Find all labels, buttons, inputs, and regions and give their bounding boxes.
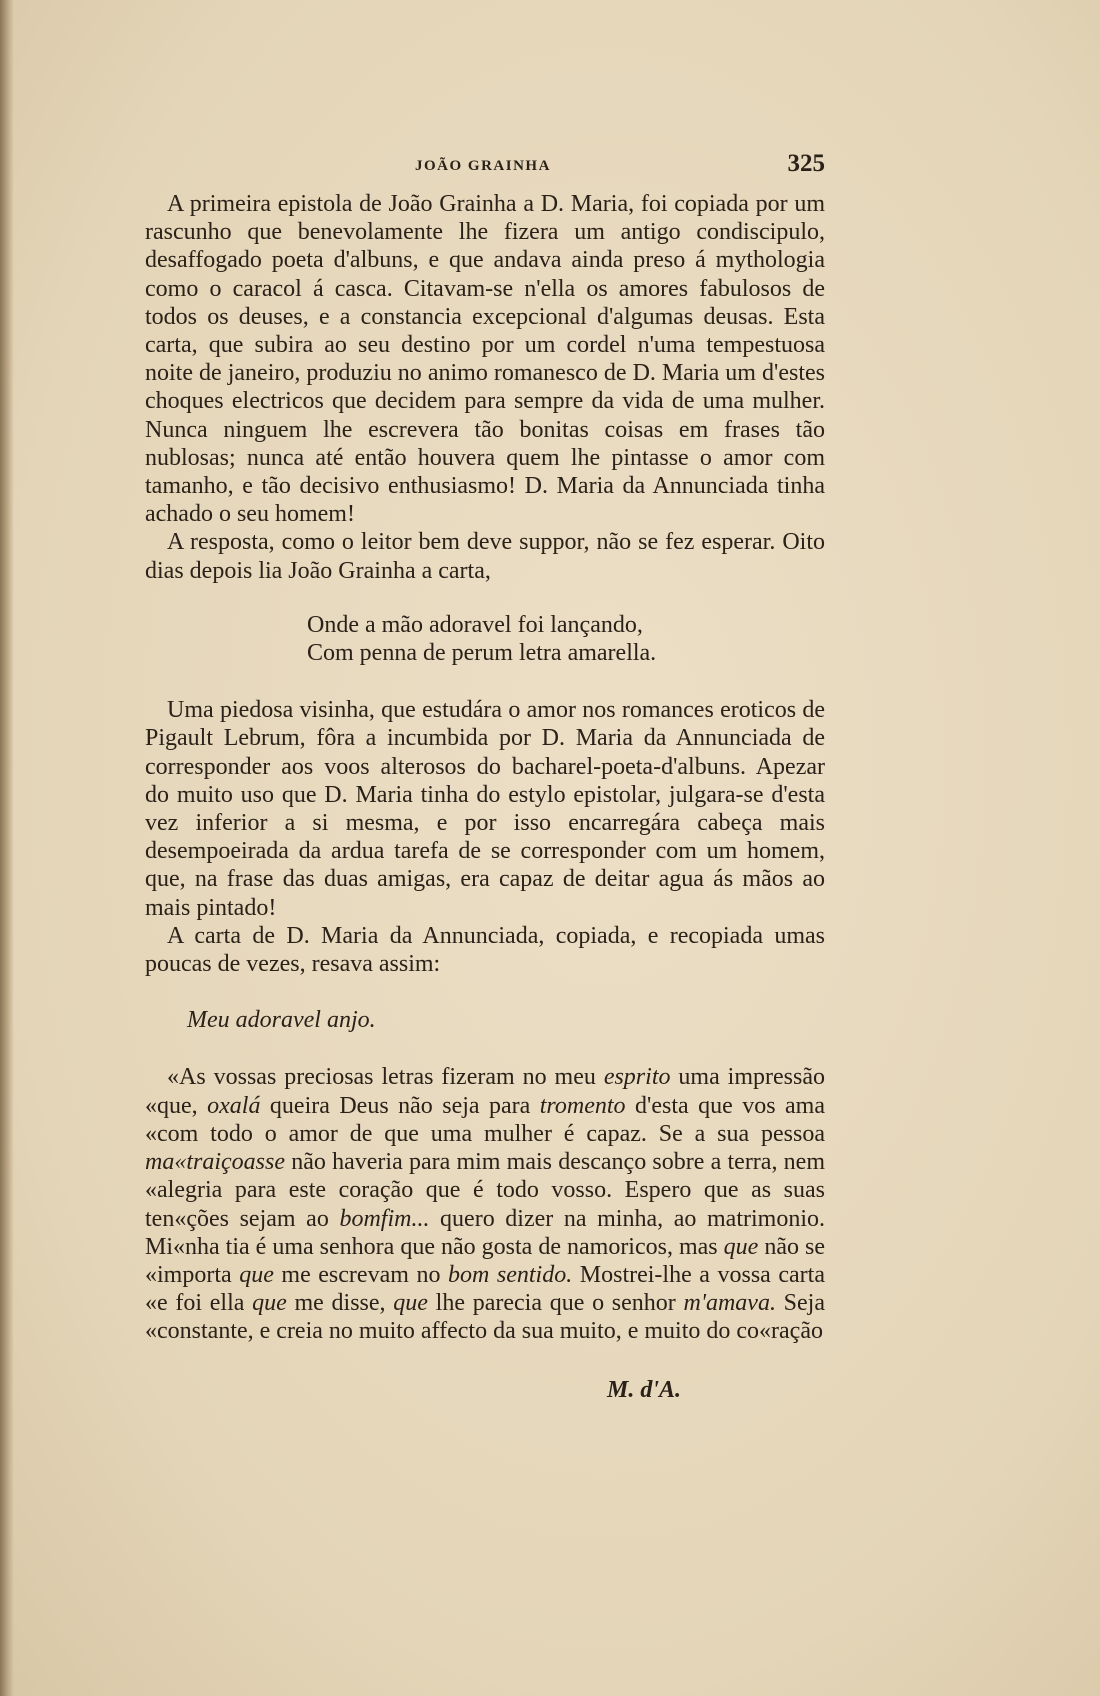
letter-segment: me escrevam no (273, 1261, 448, 1288)
letter-italic-segment: que (723, 1233, 759, 1260)
letter-body (145, 1063, 825, 1345)
letter-italic-segment: ma«traiçoasse (145, 1149, 285, 1176)
letter-salutation: Meu adoravel anjo. (187, 1007, 376, 1034)
letter-segment: «As vossas preciosas letras fizeram no meu (167, 1064, 604, 1091)
verse-line: Com penna de perum letra amarella. (307, 640, 657, 667)
paragraph-neighbour: Uma piedosa visinha, que estudára o amor nos romances eroticos de Pigault Lebrum, fôra a incumbida por D. Maria da Annunciada de corresponder aos voos alterosos do bacharel-poeta-d'albuns. Apezar do muito uso que D. Maria tinha do estylo epistolar, julgara-se d'esta vez inferior a si mesma, e por isso encarregára cabeça mais desempoeirada da ardua tarefa de se corresponder com um homem, que, na frase das duas amigas, era capaz de deitar agua ás mãos ao mais pintado! (145, 697, 825, 921)
letter-italic-segment: esprito (603, 1064, 671, 1091)
letter-segment: Seja «constante, e creia no muito affecto da sua muito, e muito do co«ração (145, 1290, 825, 1345)
letter-segment: Mostrei-lhe a vossa carta «e foi ella (145, 1261, 825, 1317)
letter-italic-segment: que (393, 1290, 428, 1317)
verse-line: Onde a mão adoravel foi lançando, (307, 611, 643, 638)
letter-italic-segment: que (239, 1261, 274, 1288)
running-head: JOÃO GRAINHA (415, 158, 551, 174)
page-binding-edge (0, 0, 14, 1696)
letter-italic-segment: bom sentido. (448, 1261, 573, 1288)
body-text (145, 190, 825, 1404)
letter-signature: M. d'A. (607, 1376, 682, 1403)
letter-italic-segment: m'amava. (683, 1290, 776, 1317)
letter-text (145, 1063, 825, 1345)
letter-segment: uma impressão «que, (145, 1064, 825, 1119)
letter-italic-segment: oxalá (207, 1092, 261, 1119)
letter-segment: queira Deus não seja para (260, 1092, 540, 1119)
letter-segment: d'esta que vos ama «com todo o amor de que uma mulher é capaz. Se a sua pessoa (145, 1092, 825, 1147)
letter-italic-segment: tromento (539, 1092, 626, 1119)
letter-segment: não haveria para mim mais descanço sobre a terra, nem «alegria para este coração que é todo vosso. Espero que as suas ten«ções sejam ao (145, 1149, 825, 1232)
page-number: 325 (787, 150, 825, 177)
paragraph-reply: A resposta, como o leitor bem deve suppor, não se fez esperar. Oito dias depois lia João Grainha a carta, (145, 529, 825, 584)
letter-segment: me disse, (286, 1290, 394, 1317)
letter-italic-segment: bomfim... (339, 1205, 430, 1232)
letter-segment: lhe parecia que o senhor (427, 1290, 684, 1317)
page-header (145, 150, 825, 180)
letter-italic-segment: que (252, 1290, 287, 1317)
letter-segment: não se «importa (145, 1233, 825, 1288)
letter-segment: quero dizer na minha, ao matrimonio. Mi«nha tia é uma senhora que não gosta de namoricos, mas (145, 1205, 825, 1260)
paragraph-first-letter: A primeira epistola de João Grainha a D. Maria, foi copiada por um rascunho que benevolamente lhe fizera um antigo condiscipulo, desaffogado poeta d'albuns, e que andava ainda preso á mythologia como o caracol á casca. Citavam-se n'ella os amores fabulosos de todos os deuses, e a constancia excepcional d'algumas deusas. Esta carta, que subira ao seu destino por um cordel n'uma tempestuosa noite de janeiro, produziu no animo romanesco de D. Maria um d'estes choques electricos que decidem para sempre da vida de uma mulher. Nunca ninguem lhe escrevera tão bonitas coisas em frases tão nublosas; nunca até então houvera quem lhe pintasse o amor com tamanho, e tão decisivo enthusiasmo! D. Maria da Annunciada tinha achado o seu homem! (145, 191, 825, 528)
verse-quote (307, 611, 825, 667)
paragraph-letter-intro: A carta de D. Maria da Annunciada, copiada, e recopiada umas poucas de vezes, resava assim: (145, 922, 825, 978)
